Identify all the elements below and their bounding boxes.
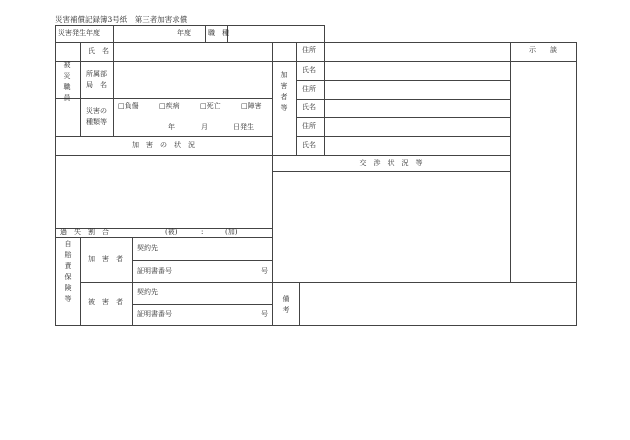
damage-status-area[interactable] xyxy=(56,156,271,227)
offender-certificate-field[interactable] xyxy=(180,261,258,281)
insurance-section-label: 自賠責保険等 xyxy=(64,240,72,303)
damage-status-label: 加 害 の 状 況 xyxy=(132,141,195,149)
offender-address-label-2: 住所 xyxy=(302,85,316,93)
offender-address-field-3[interactable] xyxy=(325,118,509,135)
date-year-label: 年 xyxy=(168,123,175,131)
remarks-label: 備考 xyxy=(282,295,290,314)
negotiation-area[interactable] xyxy=(273,172,509,281)
victim-number-suffix: 号 xyxy=(261,310,268,318)
remarks-area[interactable] xyxy=(300,283,575,324)
insurance-victim-label: 被 害 者 xyxy=(88,298,123,306)
occurrence-year-field[interactable] xyxy=(114,25,174,42)
row1-right-border xyxy=(324,25,325,42)
job-type-label: 職 種 xyxy=(208,29,229,37)
year-suffix: 年度 xyxy=(177,29,191,37)
victim-section-label: 被災職員 xyxy=(63,61,71,102)
offender-address-field-1[interactable] xyxy=(325,43,509,60)
accident-type-label-1: 災害の xyxy=(86,107,107,115)
row1-divider-2 xyxy=(205,25,206,42)
fault-ratio-label: 過 失 割 合 xyxy=(60,228,109,236)
negotiation-header-top xyxy=(272,155,510,156)
settlement-label: 示 談 xyxy=(529,46,557,54)
offender-address-label-1: 住所 xyxy=(302,46,316,54)
victim-certificate-field[interactable] xyxy=(180,305,258,324)
victim-contract-label: 契約先 xyxy=(137,288,158,296)
job-type-field[interactable] xyxy=(228,25,323,42)
offender-name-label-1: 氏名 xyxy=(302,66,316,74)
form-right-border xyxy=(576,42,577,326)
victim-name-field[interactable] xyxy=(114,43,271,60)
victim-section-divider xyxy=(80,42,81,136)
checkbox-disability[interactable]: □障害 xyxy=(241,102,262,110)
offender-address-label-3: 住所 xyxy=(302,122,316,130)
insurance-section-divider xyxy=(80,237,81,325)
offender-label-left xyxy=(296,42,297,155)
department-label-1: 所属部 xyxy=(86,70,107,78)
date-day-occurred-label: 日発生 xyxy=(233,123,254,131)
fault-ratio-offender[interactable]: (加) xyxy=(225,228,238,236)
offender-contract-label: 契約先 xyxy=(137,244,158,252)
insurance-offender-label: 加 害 者 xyxy=(88,255,123,263)
department-label-2: 局 名 xyxy=(86,81,107,89)
offender-name-field-1[interactable] xyxy=(325,62,509,79)
offender-name-label-2: 氏名 xyxy=(302,103,316,111)
fault-ratio-separator: : xyxy=(201,228,204,236)
victim-certificate-label: 証明書番号 xyxy=(137,310,172,318)
settlement-area[interactable] xyxy=(511,62,575,281)
checkbox-illness[interactable]: □疾病 xyxy=(159,102,180,110)
offender-section-label: 加害者等 xyxy=(280,71,288,112)
date-month-label: 月 xyxy=(201,123,208,131)
offender-name-field-3[interactable] xyxy=(325,137,509,154)
offender-name-label-3: 氏名 xyxy=(302,141,316,149)
checkbox-death[interactable]: □死亡 xyxy=(200,102,221,110)
form-bottom-border xyxy=(55,325,576,326)
offender-certificate-label: 証明書番号 xyxy=(137,267,172,275)
victim-name-label: 氏 名 xyxy=(88,47,109,55)
department-field[interactable] xyxy=(114,62,271,97)
offender-name-field-2[interactable] xyxy=(325,100,509,116)
offender-contract-field[interactable] xyxy=(165,238,271,259)
checkbox-injury[interactable]: □負傷 xyxy=(118,102,139,110)
offender-address-field-2[interactable] xyxy=(325,81,509,98)
accident-type-label-2: 種類等 xyxy=(86,118,107,126)
victim-row-line-3 xyxy=(55,136,272,137)
insurance-label-divider xyxy=(132,237,133,325)
negotiation-label: 交 渉 状 況 等 xyxy=(359,159,423,167)
occurrence-year-label: 災害発生年度 xyxy=(58,29,100,37)
victim-row-line-2 xyxy=(55,98,272,99)
form-title: 災害補償記録簿3号紙 第三者加害求償 xyxy=(55,15,188,24)
victim-contract-field[interactable] xyxy=(165,283,271,303)
offender-number-suffix: 号 xyxy=(261,267,268,275)
fault-ratio-victim[interactable]: (被) xyxy=(165,228,178,236)
